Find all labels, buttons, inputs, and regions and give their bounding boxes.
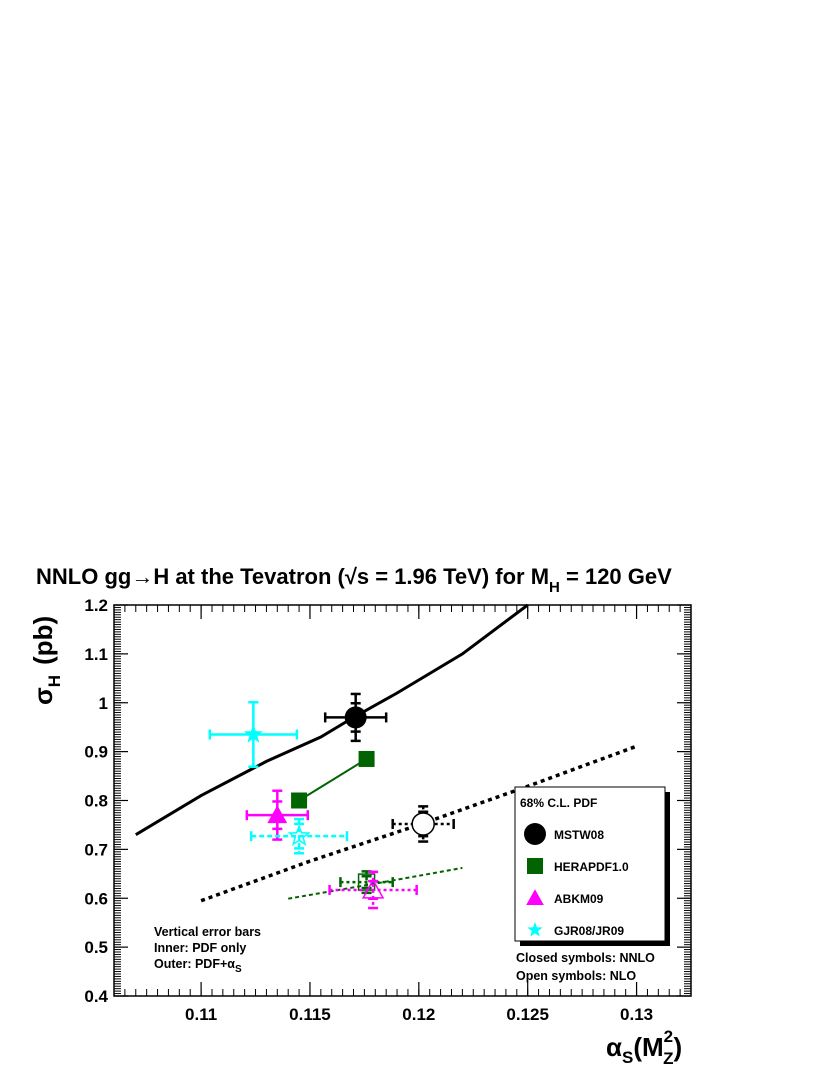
y-tick-label: 0.7: [84, 840, 108, 860]
y-tick-label: 0.8: [84, 791, 108, 811]
series-MSTW08: [325, 694, 453, 842]
x-tick-label: 0.115: [289, 1005, 331, 1024]
marker-nlo-circle: [412, 813, 434, 835]
y-tick-label: 1.1: [84, 644, 108, 664]
x-tick-label: 0.12: [402, 1005, 436, 1024]
y-tick-label: 1.2: [84, 596, 108, 615]
legend-label: HERAPDF1.0: [554, 860, 629, 874]
y-tick-label: 1: [98, 693, 108, 713]
chart-title: NNLO gg→H at the Tevatron (√s = 1.96 TeV) for $M_H = 120$ GeV: [36, 564, 672, 596]
y-tick-label: 0.9: [84, 742, 108, 762]
x-axis-title: $\alpha_S(M^2$ Z): [606, 1027, 683, 1068]
x-tick-label: 0.11: [185, 1005, 218, 1024]
annotation-line-3: Outer: $PDF+\alpha_S$: [154, 957, 242, 975]
data-points: [210, 694, 454, 908]
error-bar-annotation: [154, 925, 261, 975]
y-tick-label: 0.5: [84, 938, 108, 958]
x-tick-label: 0.125: [506, 1005, 549, 1024]
legend-header: 68% C.L. PDF: [520, 796, 598, 810]
note-closed-symbols: Closed symbols: NNLO: [516, 951, 655, 965]
annotation-line-2: Inner: PDF only: [154, 941, 247, 955]
marker-nnlo-square: [359, 751, 375, 767]
legend-marker-square: [527, 858, 543, 874]
x-tick-label: 0.13: [620, 1005, 654, 1024]
annotation-line-1: Vertical error bars: [154, 925, 262, 939]
legend-label: GJR08/JR09: [554, 924, 625, 938]
marker-nnlo-square: [291, 793, 307, 809]
herapdf-nnlo-link: [299, 759, 366, 801]
marker-nnlo-circle: [345, 706, 367, 728]
series-ABKM09: [247, 791, 417, 908]
note-open-symbols: Open symbols: NLO: [516, 969, 637, 983]
legend-label: MSTW08: [554, 828, 605, 842]
curve-mstw-nnlo: [136, 605, 528, 835]
legend: [515, 787, 670, 946]
y-tick-label: 0.6: [84, 889, 108, 909]
legend-label: ABKM09: [554, 892, 604, 906]
legend-marker-circle: [524, 823, 546, 845]
y-axis-title: $\sigma_H(pb)$: [28, 615, 64, 705]
y-tick-label: 0.4: [84, 987, 108, 1006]
